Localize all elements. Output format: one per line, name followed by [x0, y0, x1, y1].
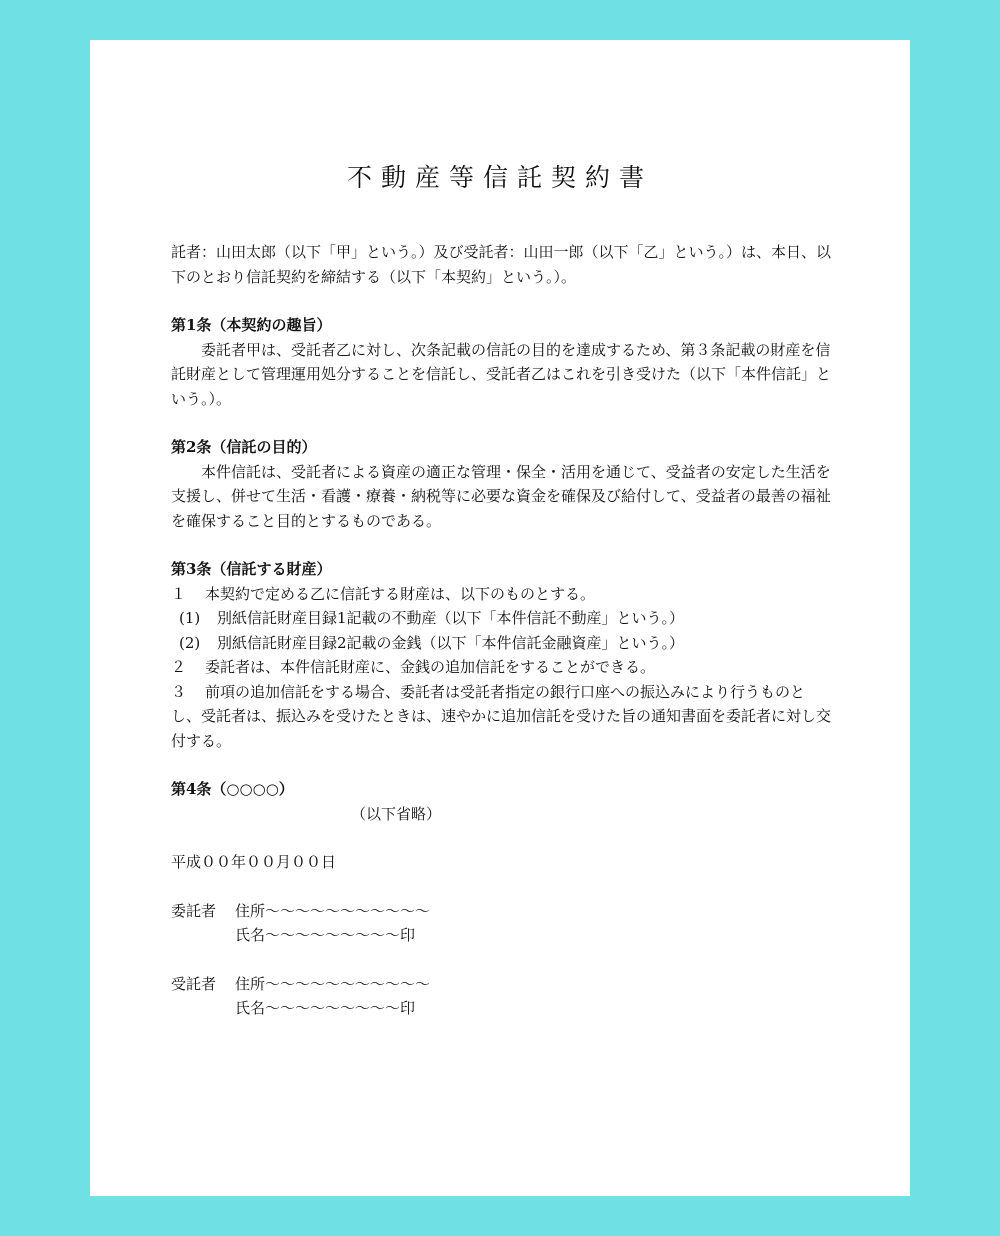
settlor-role: 委託者 — [171, 901, 217, 920]
contract-date: 平成００年００月００日 — [171, 853, 337, 871]
document-title: 不動産等信託契約書 — [346, 163, 653, 192]
article-3-item-3 — [171, 680, 833, 754]
article-3-subitem-2 — [171, 631, 833, 656]
article-1-heading: 第1条（本契約の趣旨） — [171, 316, 332, 334]
article-1-text: 委託者甲は、受託者乙に対し、次条記載の信託の目的を達成するため、第３条記載の財産を信託財産として管理運用処分することを信託し、受託者乙はこれを引き受けた（以下「本件信託」という。）。 — [171, 340, 832, 408]
item-text: 前項の追加信託をする場合、委託者は受託者指定の銀行口座への振込みにより行うものとし、受託者は、振込みを受けたときは、速やかに追加信託を受けた旨の通知書面を委託者に対し交付する。 — [171, 682, 832, 750]
article-4-heading: 第4条（○○○○） — [171, 780, 294, 798]
article-3-item-1 — [171, 582, 833, 607]
item-text: 委託者は、本件信託財産に、金銭の追加信託をすることができる。 — [205, 658, 656, 676]
omitted-note: （以下省略） — [351, 804, 442, 823]
trustee-role: 受託者 — [171, 974, 217, 993]
article-3-heading: 第3条（信託する財産） — [171, 560, 332, 578]
settlor-signature — [171, 899, 833, 948]
trustee-name: 氏名～～～～～～～～～印 — [235, 999, 416, 1017]
article-3-item-2 — [171, 655, 833, 680]
article-3-subitem-1 — [171, 606, 833, 631]
preamble: 託者：山田太郎（以下「甲」という。）及び受託者：山田一郎（以下「乙」という。）は、本日、以下のとおり信託契約を締結する（以下「本契約」という。）。 — [171, 243, 832, 286]
trustee-address: 住所～～～～～～～～～～～ — [235, 974, 431, 993]
item-number: ２ — [171, 658, 187, 676]
document-body — [171, 240, 833, 1021]
item-number: ３ — [171, 682, 187, 701]
article-2-heading: 第2条（信託の目的） — [171, 438, 317, 456]
subitem-number: (1) — [179, 609, 201, 627]
trustee-signature — [171, 972, 833, 1021]
article-2-text: 本件信託は、受託者による資産の適正な管理・保全・活用を通じて、受益者の安定した生活を支援し、併せて生活・看護・療養・納税等に必要な資金を確保及び給付して、受益者の最善の福祉を確保すること目的とするものである。 — [171, 462, 831, 530]
settlor-name: 氏名～～～～～～～～～印 — [235, 926, 416, 944]
item-number: １ — [171, 584, 187, 603]
subitem-number: (2) — [179, 633, 201, 652]
item-text: 本契約で定める乙に信託する財産は、以下のものとする。 — [205, 584, 596, 603]
subitem-text: 別紙信託財産目録1記載の不動産（以下「本件信託不動産」という。） — [217, 609, 685, 627]
subitem-text: 別紙信託財産目録2記載の金銭（以下「本件信託金融資産」という。） — [217, 633, 685, 652]
settlor-address: 住所～～～～～～～～～～～ — [235, 901, 431, 920]
